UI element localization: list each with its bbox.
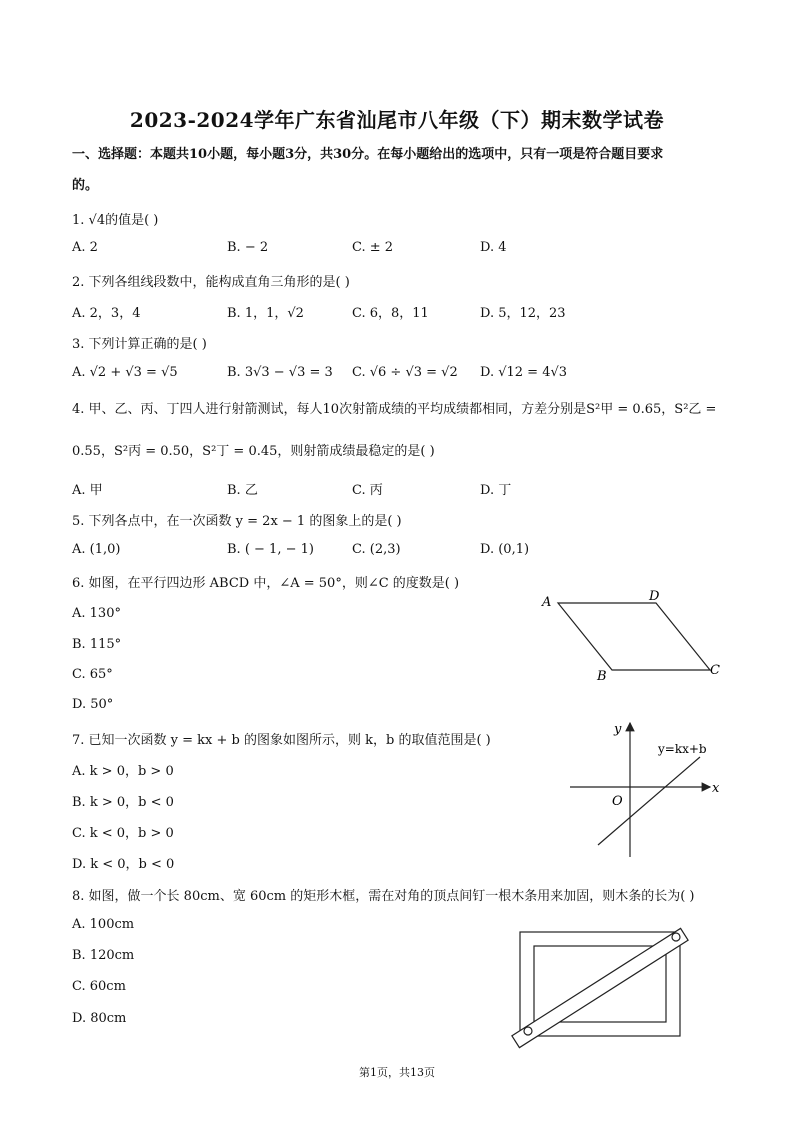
question-3-stem: 3. 下列计算正确的是( ) <box>72 337 207 352</box>
question-5-stem: 5. 下列各点中，在一次函数 y = 2x − 1 的图象上的是( ) <box>72 514 402 529</box>
exam-title: 2023-2024学年广东省汕尾市八年级（下）期末数学试卷 <box>129 108 665 132</box>
question-2-option-d: D. 5，12，23 <box>480 306 566 321</box>
question-1-option-a: A. 2 <box>72 240 98 255</box>
page-footer: 第1页，共13页 <box>359 1066 435 1079</box>
question-3-option-c: C. √6 ÷ √3 = √2 <box>352 365 458 380</box>
question-7-option-d: D. k < 0，b < 0 <box>72 857 175 872</box>
question-8-option-a: A. 100cm <box>72 917 135 932</box>
question-4-option-a: A. 甲 <box>72 483 103 498</box>
question-7-stem: 7. 已知一次函数 y = kx + b 的图象如图所示，则 k，b 的取值范围是( ) <box>72 733 491 748</box>
vertex-a-label: A <box>542 595 552 610</box>
question-5-option-a: A. (1,0) <box>72 542 121 557</box>
question-6-option-c: C. 65° <box>72 667 113 682</box>
question-4-option-d: D. 丁 <box>480 483 512 498</box>
question-8-option-c: C. 60cm <box>72 979 126 994</box>
question-1-option-d: D. 4 <box>480 240 507 255</box>
question-4-stem-line1: 4. 甲、乙、丙、丁四人进行射箭测试，每人10次射箭成绩的平均成绩都相同，方差分别是S²甲 = 0.65，S²乙 = <box>72 402 717 417</box>
question-6-option-a: A. 130° <box>72 606 121 621</box>
section-instructions-line1: 一、选择题：本题共10小题，每小题3分，共30分。在每小题给出的选项中，只有一项是符合题目要求 <box>72 147 664 162</box>
question-1-option-c: C. ± 2 <box>352 240 394 255</box>
question-7-option-c: C. k < 0，b > 0 <box>72 826 174 841</box>
question-4-option-b: B. 乙 <box>227 483 258 498</box>
y-axis-label: y <box>614 722 622 737</box>
nail-bottom-left <box>524 1027 532 1035</box>
function-line-label: y=kx+b <box>658 742 707 756</box>
question-7-option-a: A. k > 0，b > 0 <box>72 764 174 779</box>
question-5-option-c: C. (2,3) <box>352 542 401 557</box>
vertex-d-label: D <box>649 589 660 604</box>
question-3-option-b: B. 3√3 − √3 = 3 <box>227 365 333 380</box>
vertex-c-label: C <box>710 663 720 678</box>
section-instructions-line2: 的。 <box>72 178 99 193</box>
origin-label: O <box>612 794 623 809</box>
vertex-b-label: B <box>597 669 607 684</box>
question-6-stem: 6. 如图，在平行四边形 ABCD 中，∠A = 50°，则∠C 的度数是( ) <box>72 576 460 591</box>
question-8-option-b: B. 120cm <box>72 948 135 963</box>
question-2-option-b: B. 1，1，√2 <box>227 306 304 321</box>
question-2-option-c: C. 6，8，11 <box>352 306 429 321</box>
question-3-option-d: D. √12 = 4√3 <box>480 365 568 380</box>
nail-top-right <box>672 933 680 941</box>
question-2-option-a: A. 2，3，4 <box>72 306 141 321</box>
question-6-option-b: B. 115° <box>72 637 122 652</box>
parallelogram-figure <box>530 586 730 686</box>
question-4-stem-line2: 0.55，S²丙 = 0.50，S²丁 = 0.45，则射箭成绩最稳定的是( ) <box>72 444 435 459</box>
question-1-option-b: B. − 2 <box>227 240 269 255</box>
question-5-option-d: D. (0,1) <box>480 542 530 557</box>
question-7-option-b: B. k > 0，b < 0 <box>72 795 174 810</box>
linear-function-graph <box>560 715 730 863</box>
wooden-frame-figure <box>508 920 708 1052</box>
question-6-option-d: D. 50° <box>72 697 114 712</box>
question-8-stem: 8. 如图，做一个长 80cm、宽 60cm 的矩形木框，需在对角的顶点间钉一根木条用来加固，则木条的长为( ) <box>72 889 695 904</box>
question-8-option-d: D. 80cm <box>72 1011 127 1026</box>
question-4-option-c: C. 丙 <box>352 483 383 498</box>
question-2-stem: 2. 下列各组线段数中，能构成直角三角形的是( ) <box>72 275 350 290</box>
question-3-option-a: A. √2 + √3 = √5 <box>72 365 178 380</box>
question-5-option-b: B. ( − 1, − 1) <box>227 542 314 557</box>
question-1-stem: 1. √4的值是( ) <box>72 213 159 228</box>
x-axis-label: x <box>712 781 720 796</box>
